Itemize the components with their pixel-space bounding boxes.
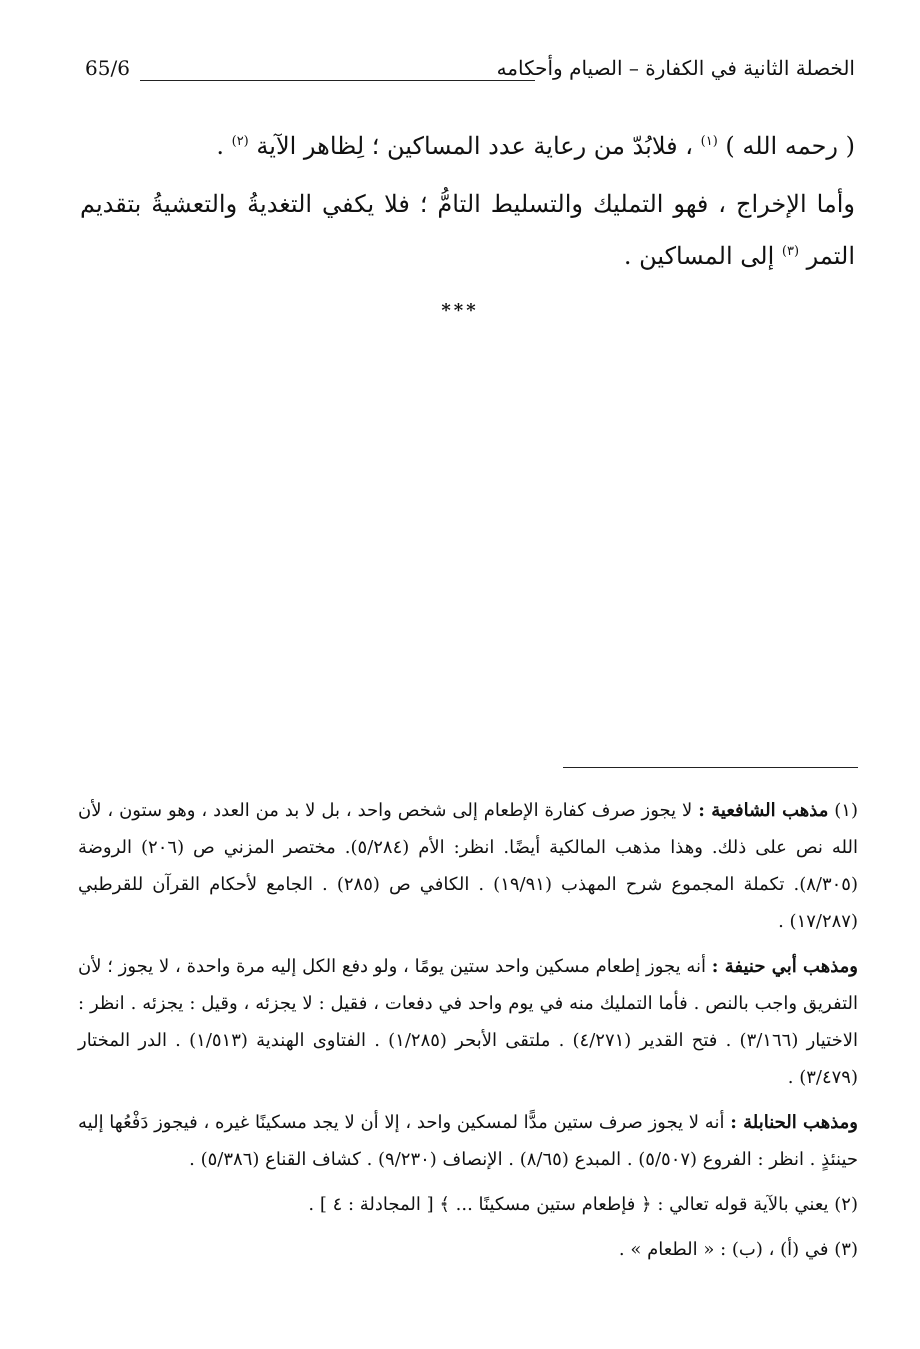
section-separator: *** xyxy=(441,300,479,321)
footnote-marker: (٢) xyxy=(231,134,249,149)
main-text-run: ( رحمه الله ) xyxy=(725,132,855,160)
main-text xyxy=(80,120,855,288)
page-number: 65/6 xyxy=(85,56,130,80)
main-text-run: إلى المساكين . xyxy=(623,242,775,270)
footnotes xyxy=(78,792,858,1276)
footnote-item xyxy=(78,792,858,940)
main-text-run: ، فلابُدّ من رعاية عدد المساكين ؛ لِظاهر الآية xyxy=(256,132,693,160)
footnote-text: أنه لا يجوز صرف ستين مدًّا لمسكين واحد ، إلا أن لا يجد مسكينًا غيره ، فيجوز دَفْعُها إليه حينئذٍ . انظر : الفروع (٥/٥٠٧) . المبدع (٨/٦٥) . الإنصاف (٩/٢٣٠) . كشاف القناع (٥/٣٨٦) . xyxy=(78,1112,858,1170)
footnote-item xyxy=(78,1104,858,1178)
footnote-label: ومذهب أبي حنيفة : xyxy=(711,956,858,977)
footnote-text: يعني بالآية قوله تعالي : ﴿ فإطعام ستين مسكينًا ... ﴾ [ المجادلة : ٤ ] . xyxy=(308,1194,829,1215)
running-header xyxy=(85,54,855,94)
footnote-marker: (٣) xyxy=(781,244,800,259)
footnote-item xyxy=(78,1231,858,1268)
main-text-run: وأما الإخراج ، فهو التمليك والتسليط التامُّ ؛ فلا يكفي التغديةُ والتعشيةُ بتقديم التمر xyxy=(80,190,855,270)
main-paragraph xyxy=(80,120,855,172)
footnote-text: أنه يجوز إطعام مسكين واحد ستين يومًا ، ولو دفع الكل إليه مرة واحدة ، لا يجوز ؛ لأن التفريق واجب بالنص . فأما التمليك منه في يوم واحد في دفعات ، فقيل : لا يجزئه ، وقيل : يجزئه . انظر : الاختيار (٣/١٦٦) . فتح القدير (٤/٢٧١) . ملتقى الأبحر (١/٢٨٥) . الفتاوى الهندية (١/٥١٣) . الدر المختار (٣/٤٧٩) . xyxy=(78,956,859,1088)
header-title: الخصلة الثانية في الكفارة – الصيام وأحكامه xyxy=(496,56,855,80)
main-paragraph xyxy=(80,178,855,282)
footnote-label: ومذهب الحنابلة : xyxy=(730,1112,858,1133)
footnote-label: مذهب الشافعية : xyxy=(698,800,829,821)
footnote-text: في (أ) ، (ب) : « الطعام » . xyxy=(618,1239,829,1260)
footnote-marker: (١) xyxy=(700,134,718,149)
footnote-item xyxy=(78,1186,858,1223)
footnote-number: (٣) xyxy=(834,1239,858,1260)
footnote-number: (٢) xyxy=(834,1194,858,1215)
footnote-rule xyxy=(563,767,858,768)
header-rule xyxy=(140,80,535,81)
main-text-run: . xyxy=(216,132,224,160)
footnote-item xyxy=(78,948,858,1096)
footnote-number: (١) xyxy=(834,800,858,821)
footnote-text: لا يجوز صرف كفارة الإطعام إلى شخص واحد ، بل لا بد من العدد ، وهو ستون ، لأن الله نص على ذلك. وهذا مذهب المالكية أيضًا. انظر: الأم (٥/٢٨٤). مختصر المزني ص (٢٠٦) الروضة (٨/٣٠٥). تكملة المجموع شرح المهذب (١٩/٩١) . الكافي ص (٢٨٥) . الجامع لأحكام القرآن للقرطبي (١٧/٢٨٧) . xyxy=(78,800,859,932)
